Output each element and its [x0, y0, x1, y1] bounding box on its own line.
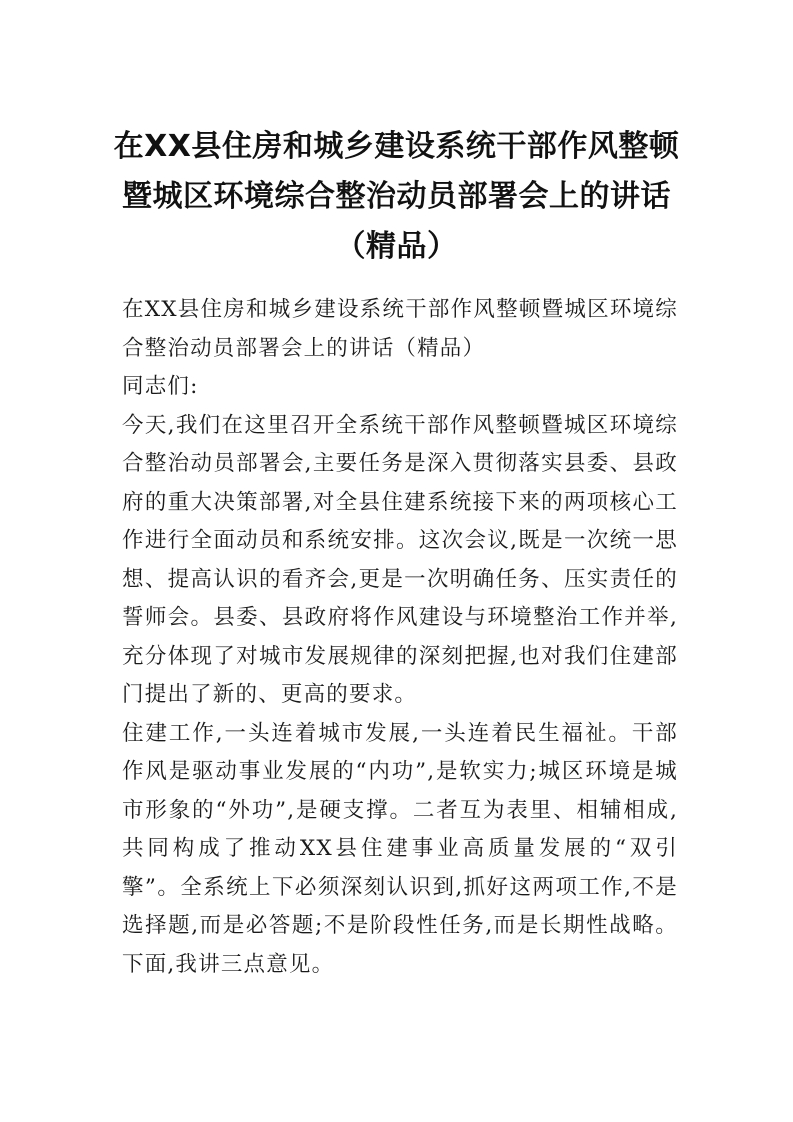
title-line-3: （精品） [335, 229, 458, 264]
paragraph-salutation: 同志们: [122, 374, 199, 399]
title-line-2: 暨城区环境综合整治动员部署会上的讲话 [122, 179, 671, 214]
paragraph-opening: 今天,我们在这里召开全系统干部作风整顿暨城区环境综合整治动员部署会,主要任务是深入贯彻落实县委、县政府的重大决策部署,对全县住建系统接下来的两项核心工作进行全面动员和系统安排。这次会议,既是一次统一思想、提高认识的看齐会,更是一次明确任务、压实责任的誓师会。县委、县政府将作风建设与环境整治工作并举,充分体现了对城市发展规律的深刻把握,也对我们住建部门提出了新的、更高的要求。 [122, 412, 678, 707]
paragraph-subtitle: 在XX县住房和城乡建设系统干部作风整顿暨城区环境综合整治动员部署会上的讲话（精品） [122, 297, 678, 361]
document-body [122, 291, 678, 984]
paragraph-work-overview: 住建工作,一头连着城市发展,一头连着民生福祉。干部作风是驱动事业发展的“内功”,是软实力;城区环境是城市形象的“外功”,是硬支撑。二者互为表里、相辅相成,共同构成了推动XX县住建事业高质量发展的“双引擎”。全系统上下必须深刻认识到,抓好这两项工作,不是选择题,而是必答题;不是阶段性任务,而是长期性战略。下面,我讲三点意见。 [122, 720, 678, 977]
title-line-1: 在XX县住房和城乡建设系统干部作风整顿 [113, 129, 680, 164]
document-title [100, 122, 693, 272]
